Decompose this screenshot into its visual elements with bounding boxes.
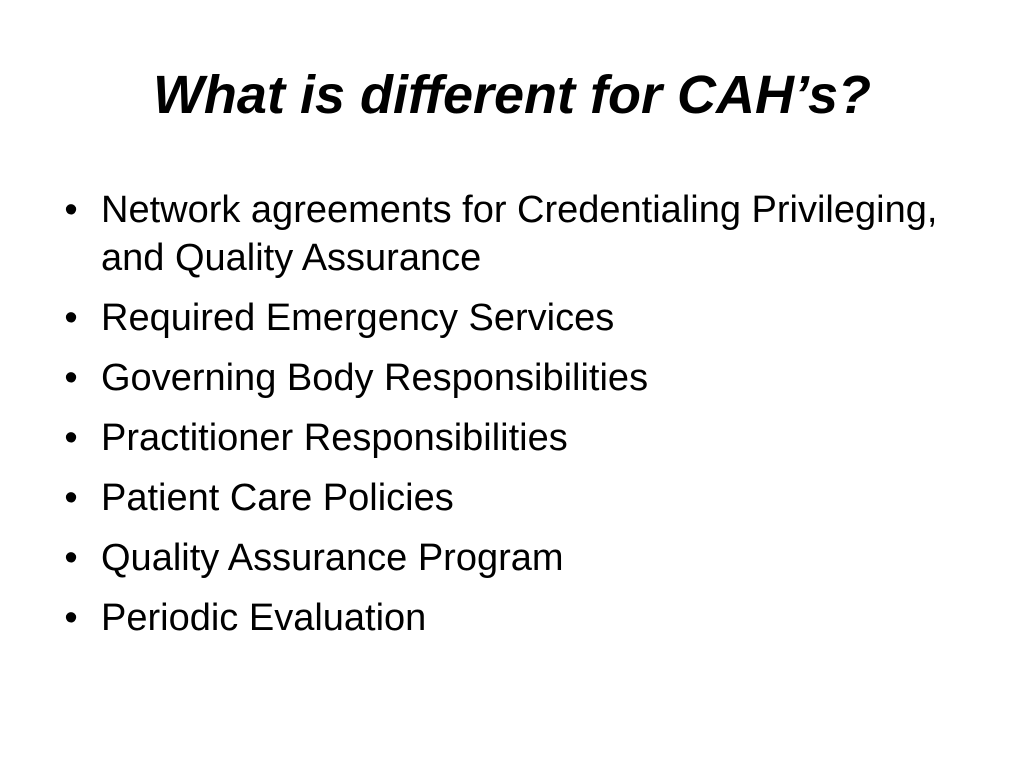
bullet-item bbox=[56, 186, 956, 282]
bullet-text: Periodic Evaluation bbox=[101, 597, 427, 639]
bullet-text: Patient Care Policies bbox=[101, 477, 454, 519]
bullet-icon: • bbox=[64, 597, 78, 639]
bullet-icon: • bbox=[64, 537, 78, 579]
bullet-list bbox=[56, 186, 956, 654]
slide-title: What is different for CAH’s? bbox=[152, 65, 872, 125]
bullet-text: Practitioner Responsibilities bbox=[101, 417, 568, 459]
bullet-text: Network agreements for Credentialing Privileging, and Quality Assurance bbox=[101, 189, 938, 279]
bullet-icon: • bbox=[64, 189, 78, 231]
bullet-icon: • bbox=[64, 297, 78, 339]
bullet-item bbox=[56, 474, 956, 522]
bullet-text: Quality Assurance Program bbox=[101, 537, 564, 579]
bullet-item bbox=[56, 354, 956, 402]
bullet-text: Governing Body Responsibilities bbox=[101, 357, 649, 399]
bullet-icon: • bbox=[64, 417, 78, 459]
bullet-item bbox=[56, 414, 956, 462]
bullet-icon: • bbox=[64, 477, 78, 519]
bullet-item bbox=[56, 594, 956, 642]
bullet-item bbox=[56, 294, 956, 342]
bullet-icon: • bbox=[64, 357, 78, 399]
bullet-item bbox=[56, 534, 956, 582]
bullet-text: Required Emergency Services bbox=[101, 297, 615, 339]
